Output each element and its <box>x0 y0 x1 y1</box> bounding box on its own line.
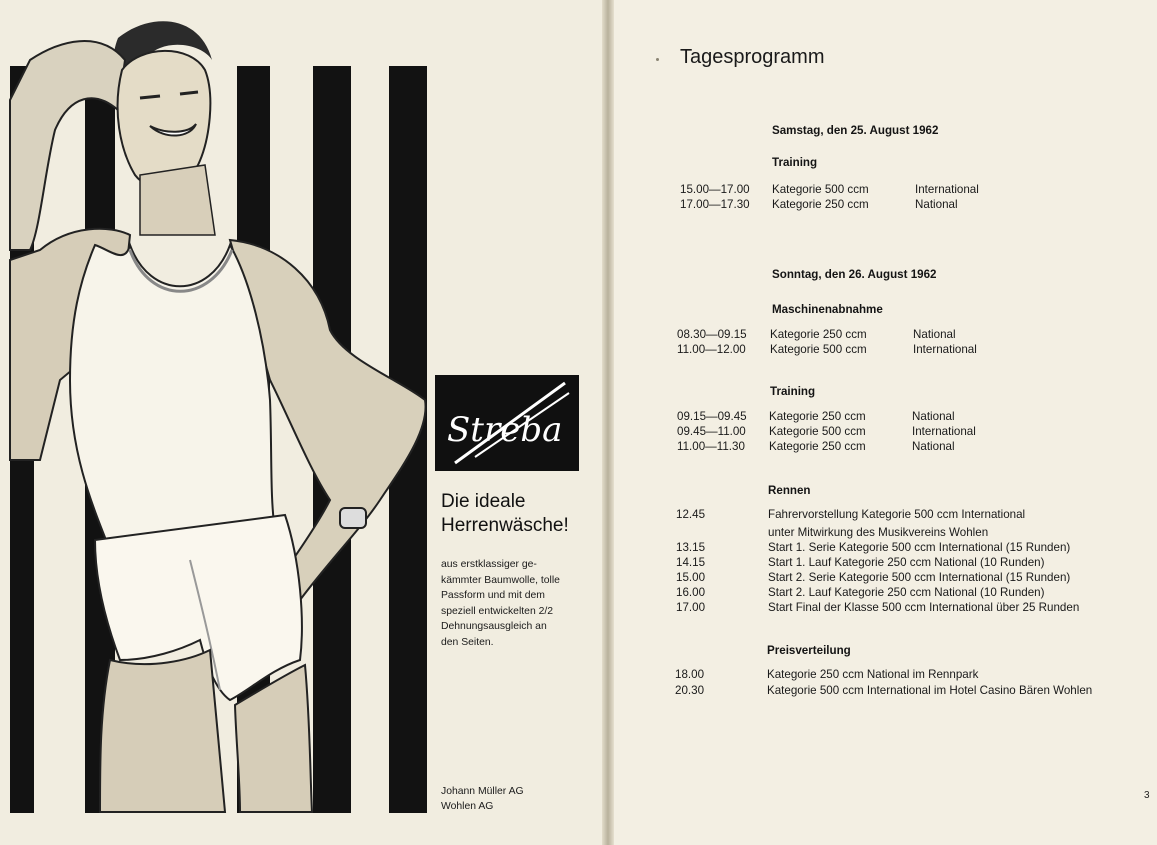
streba-logo-mark <box>435 375 579 471</box>
race-time: 16.00 <box>676 586 706 599</box>
race-desc: Start 1. Lauf Kategorie 250 ccm National (10 Runden) <box>768 556 1045 569</box>
inspection-desc: Kategorie 500 ccm <box>770 343 867 356</box>
saturday-training-heading: Training <box>772 156 818 169</box>
sat-training-time: 17.00—17.30 <box>680 198 750 211</box>
sun-training-desc: Kategorie 500 ccm <box>769 425 866 438</box>
programme-title: Tagesprogramm <box>680 46 825 68</box>
inspection-heading: Maschinenabnahme <box>772 303 883 316</box>
race-time: 17.00 <box>676 601 706 614</box>
company-line: Johann Müller AG <box>441 786 524 797</box>
race-desc: Start 2. Lauf Kategorie 250 ccm National (10 Runden) <box>768 586 1045 599</box>
logo-wordmark: Streba <box>447 410 563 450</box>
sun-training-desc: Kategorie 250 ccm <box>769 440 866 453</box>
sat-training-class: National <box>915 198 958 211</box>
body-line: speziell entwickelten 2/2 <box>441 605 554 617</box>
sun-training-class: National <box>912 440 955 453</box>
races-heading: Rennen <box>768 484 811 497</box>
inspection-class: National <box>913 328 956 341</box>
page-number: 3 <box>1144 790 1150 801</box>
sun-training-time: 09.15—09.45 <box>677 410 747 423</box>
sat-training-desc: Kategorie 250 ccm <box>772 198 869 211</box>
headline-line: Die ideale <box>441 491 526 512</box>
race-time: 15.00 <box>676 571 706 584</box>
body-line: aus erstklassiger ge- <box>441 559 537 570</box>
sat-training-desc: Kategorie 500 ccm <box>772 183 869 196</box>
award-time: 20.30 <box>675 684 705 697</box>
race-desc: Start Final der Klasse 500 ccm International über 25 Runden <box>768 601 1080 614</box>
sunday-training-heading: Training <box>770 385 816 398</box>
inspection-class: International <box>913 343 977 356</box>
race-desc: Start 2. Serie Kategorie 500 ccm International (15 Runden) <box>768 571 1071 584</box>
sun-training-time: 11.00—11.30 <box>677 440 745 453</box>
sun-training-desc: Kategorie 250 ccm <box>769 410 866 423</box>
body-line: kämmter Baumwolle, tolle <box>441 574 560 586</box>
award-time: 18.00 <box>675 668 705 681</box>
race-desc: Fahrervorstellung Kategorie 500 ccm International <box>768 508 1026 521</box>
streba-logo <box>435 375 579 471</box>
advert-company <box>441 784 524 814</box>
sun-training-class: National <box>912 410 955 423</box>
award-desc: Kategorie 500 ccm International im Hotel Casino Bären Wohlen <box>767 684 1093 697</box>
sat-training-time: 15.00—17.00 <box>680 183 750 196</box>
inspection-time: 11.00—12.00 <box>677 343 746 356</box>
race-time: 13.15 <box>676 541 706 554</box>
company-line: Wohlen AG <box>441 801 494 812</box>
sunday-date: Sonntag, den 26. August 1962 <box>772 268 937 281</box>
headline-line: Herrenwäsche! <box>441 515 569 536</box>
advert-body <box>441 557 560 651</box>
race-time: 12.45 <box>676 508 706 521</box>
race-desc: unter Mitwirkung des Musikvereins Wohlen <box>768 526 989 539</box>
sun-training-time: 09.45—11.00 <box>677 425 746 438</box>
race-time: 14.15 <box>676 556 706 569</box>
awards-heading: Preisverteilung <box>767 644 851 657</box>
title-bullet <box>656 58 659 61</box>
inspection-desc: Kategorie 250 ccm <box>770 328 867 341</box>
sat-training-class: International <box>915 183 979 196</box>
award-desc: Kategorie 250 ccm National im Rennpark <box>767 668 979 681</box>
body-line: den Seiten. <box>441 636 494 648</box>
advert-headline <box>441 490 569 538</box>
saturday-date: Samstag, den 25. August 1962 <box>772 124 939 137</box>
body-line: Dehnungsausgleich an <box>441 621 547 633</box>
body-line: Passform und mit dem <box>441 590 545 602</box>
inspection-time: 08.30—09.15 <box>677 328 747 341</box>
race-desc: Start 1. Serie Kategorie 500 ccm International (15 Runden) <box>768 541 1071 554</box>
sun-training-class: International <box>912 425 976 438</box>
